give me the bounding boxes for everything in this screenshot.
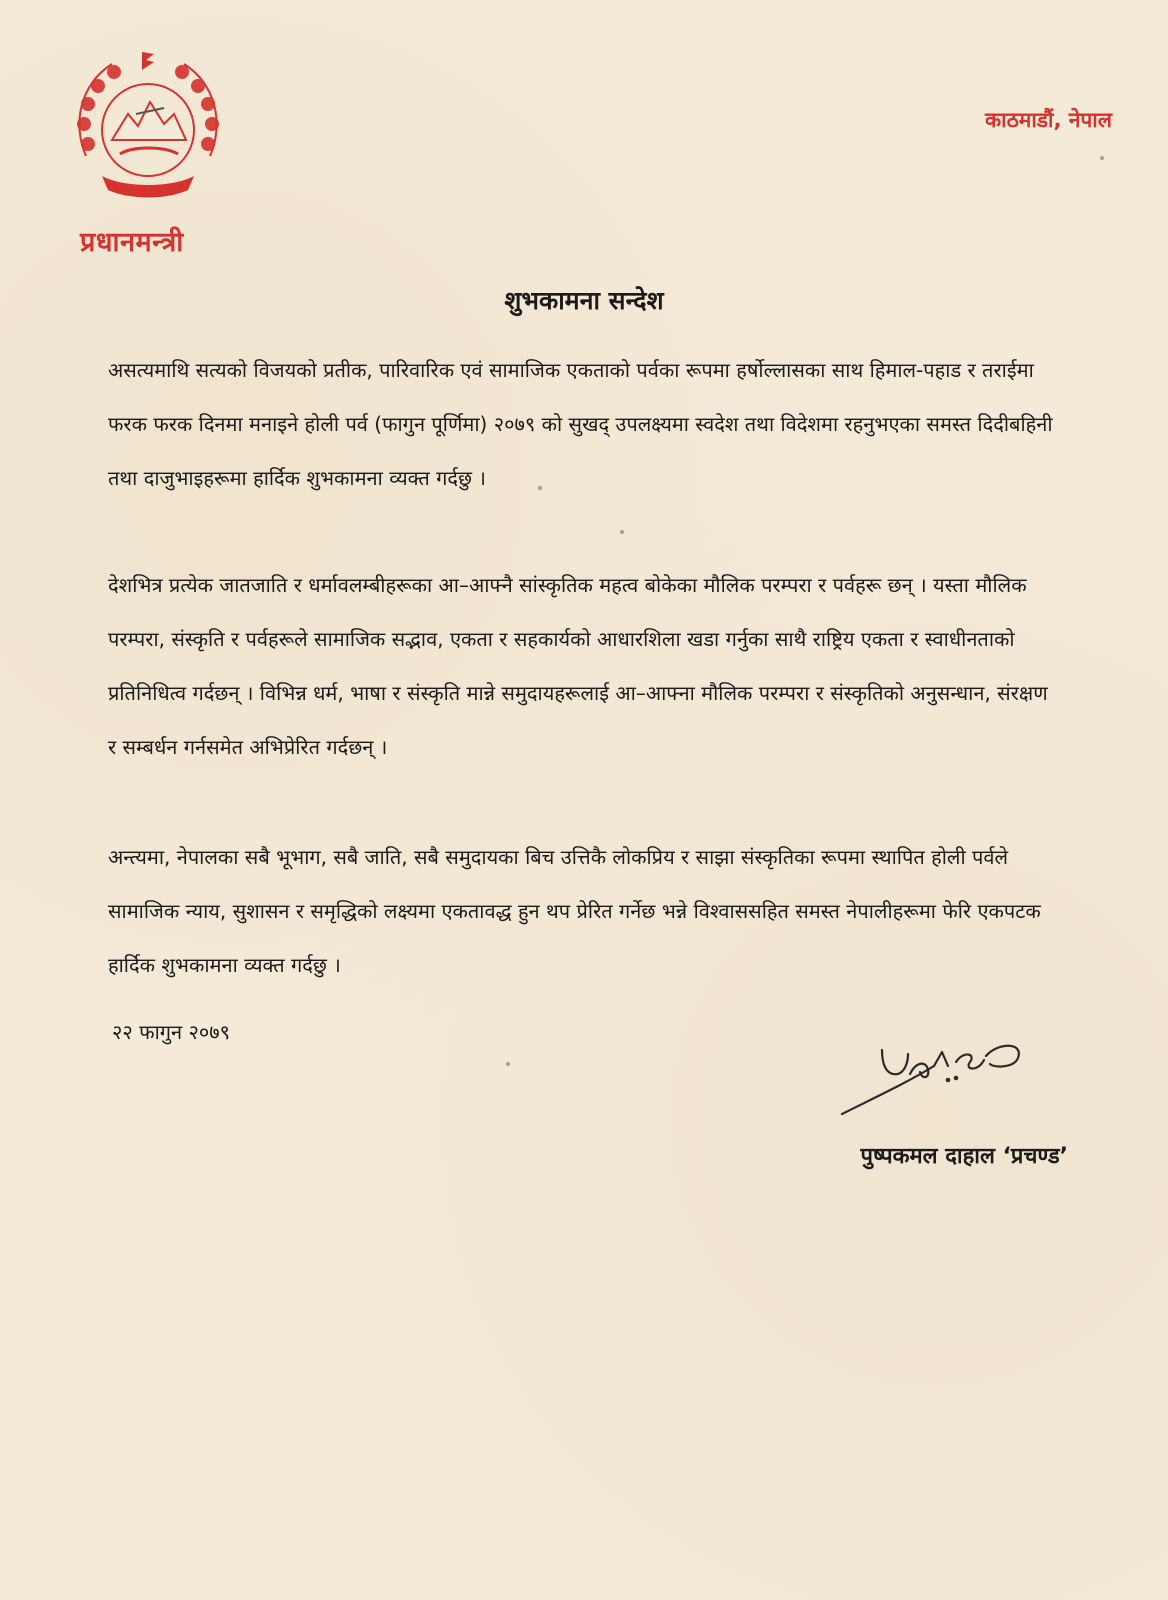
paper-speck: [506, 1062, 510, 1066]
paper-speck: [538, 486, 542, 490]
location-label: काठमाडौं, नेपाल: [985, 108, 1112, 132]
message-date: २२ फागुन २०७९: [112, 1020, 231, 1044]
paper-speck: [620, 530, 624, 534]
message-paragraph-1: असत्यमाथि सत्यको विजयको प्रतीक, पारिवारिक एवं सामाजिक एकताको पर्वका रूपमा हर्षोल्लासका साथ हिमाल-पहाड र तराईमा फरक फरक दिनमा मनाइने होली पर्व (फागुन पूर्णिमा) २०७९ को सुखद् उपलक्ष्यमा स्वदेश तथा विदेशमा रहनुभएका समस्त दिदीबहिनी तथा दाजुभाइहरूमा हार्दिक शुभकामना व्यक्त गर्दछु ।: [108, 358, 1053, 490]
message-paragraph-3: अन्त्यमा, नेपालका सबै भूभाग, सबै जाति, सबै समुदायका बिच उत्तिकै लोकप्रिय र साझा संस्कृतिका रूपमा स्थापित होली पर्वले सामाजिक न्याय, सुशासन र समृद्धिको लक्ष्यमा एकतावद्ध हुन थप प्रेरित गर्नेछ भन्ने विश्वाससहित समस्त नेपालीहरूमा फेरि एकपटक हार्दिक शुभकामना व्यक्त गर्दछु ।: [108, 845, 1041, 977]
signature-icon: [838, 1036, 1038, 1122]
office-title: प्रधानमन्त्री: [80, 227, 184, 258]
message-paragraph-2: देशभित्र प्रत्येक जातजाति र धर्मावलम्बीहरूका आ–आफ्नै सांस्कृतिक महत्व बोकेका मौलिक परम्परा र पर्वहरू छन् । यस्ता मौलिक परम्परा, संस्कृति र पर्वहरूले सामाजिक सद्भाव, एकता र सहकार्यको आधारशिला खडा गर्नुका साथै राष्ट्रिय एकता र स्वाधीनताको प्रतिनिधित्व गर्दछन् । विभिन्न धर्म, भाषा र संस्कृति मान्ने समुदायहरूलाई आ–आफ्ना मौलिक परम्परा र संस्कृतिको अनुसन्धान, संरक्षण र सम्बर्धन गर्नसमेत अभिप्रेरित गर्दछन् ।: [108, 573, 1048, 759]
message-title: शुभकामना सन्देश: [504, 286, 664, 315]
nepal-emblem-icon: [66, 44, 230, 204]
paper-speck: [1100, 156, 1104, 160]
signatory-name: पुष्पकमल दाहाल ‘प्रचण्ड’: [860, 1144, 1068, 1169]
